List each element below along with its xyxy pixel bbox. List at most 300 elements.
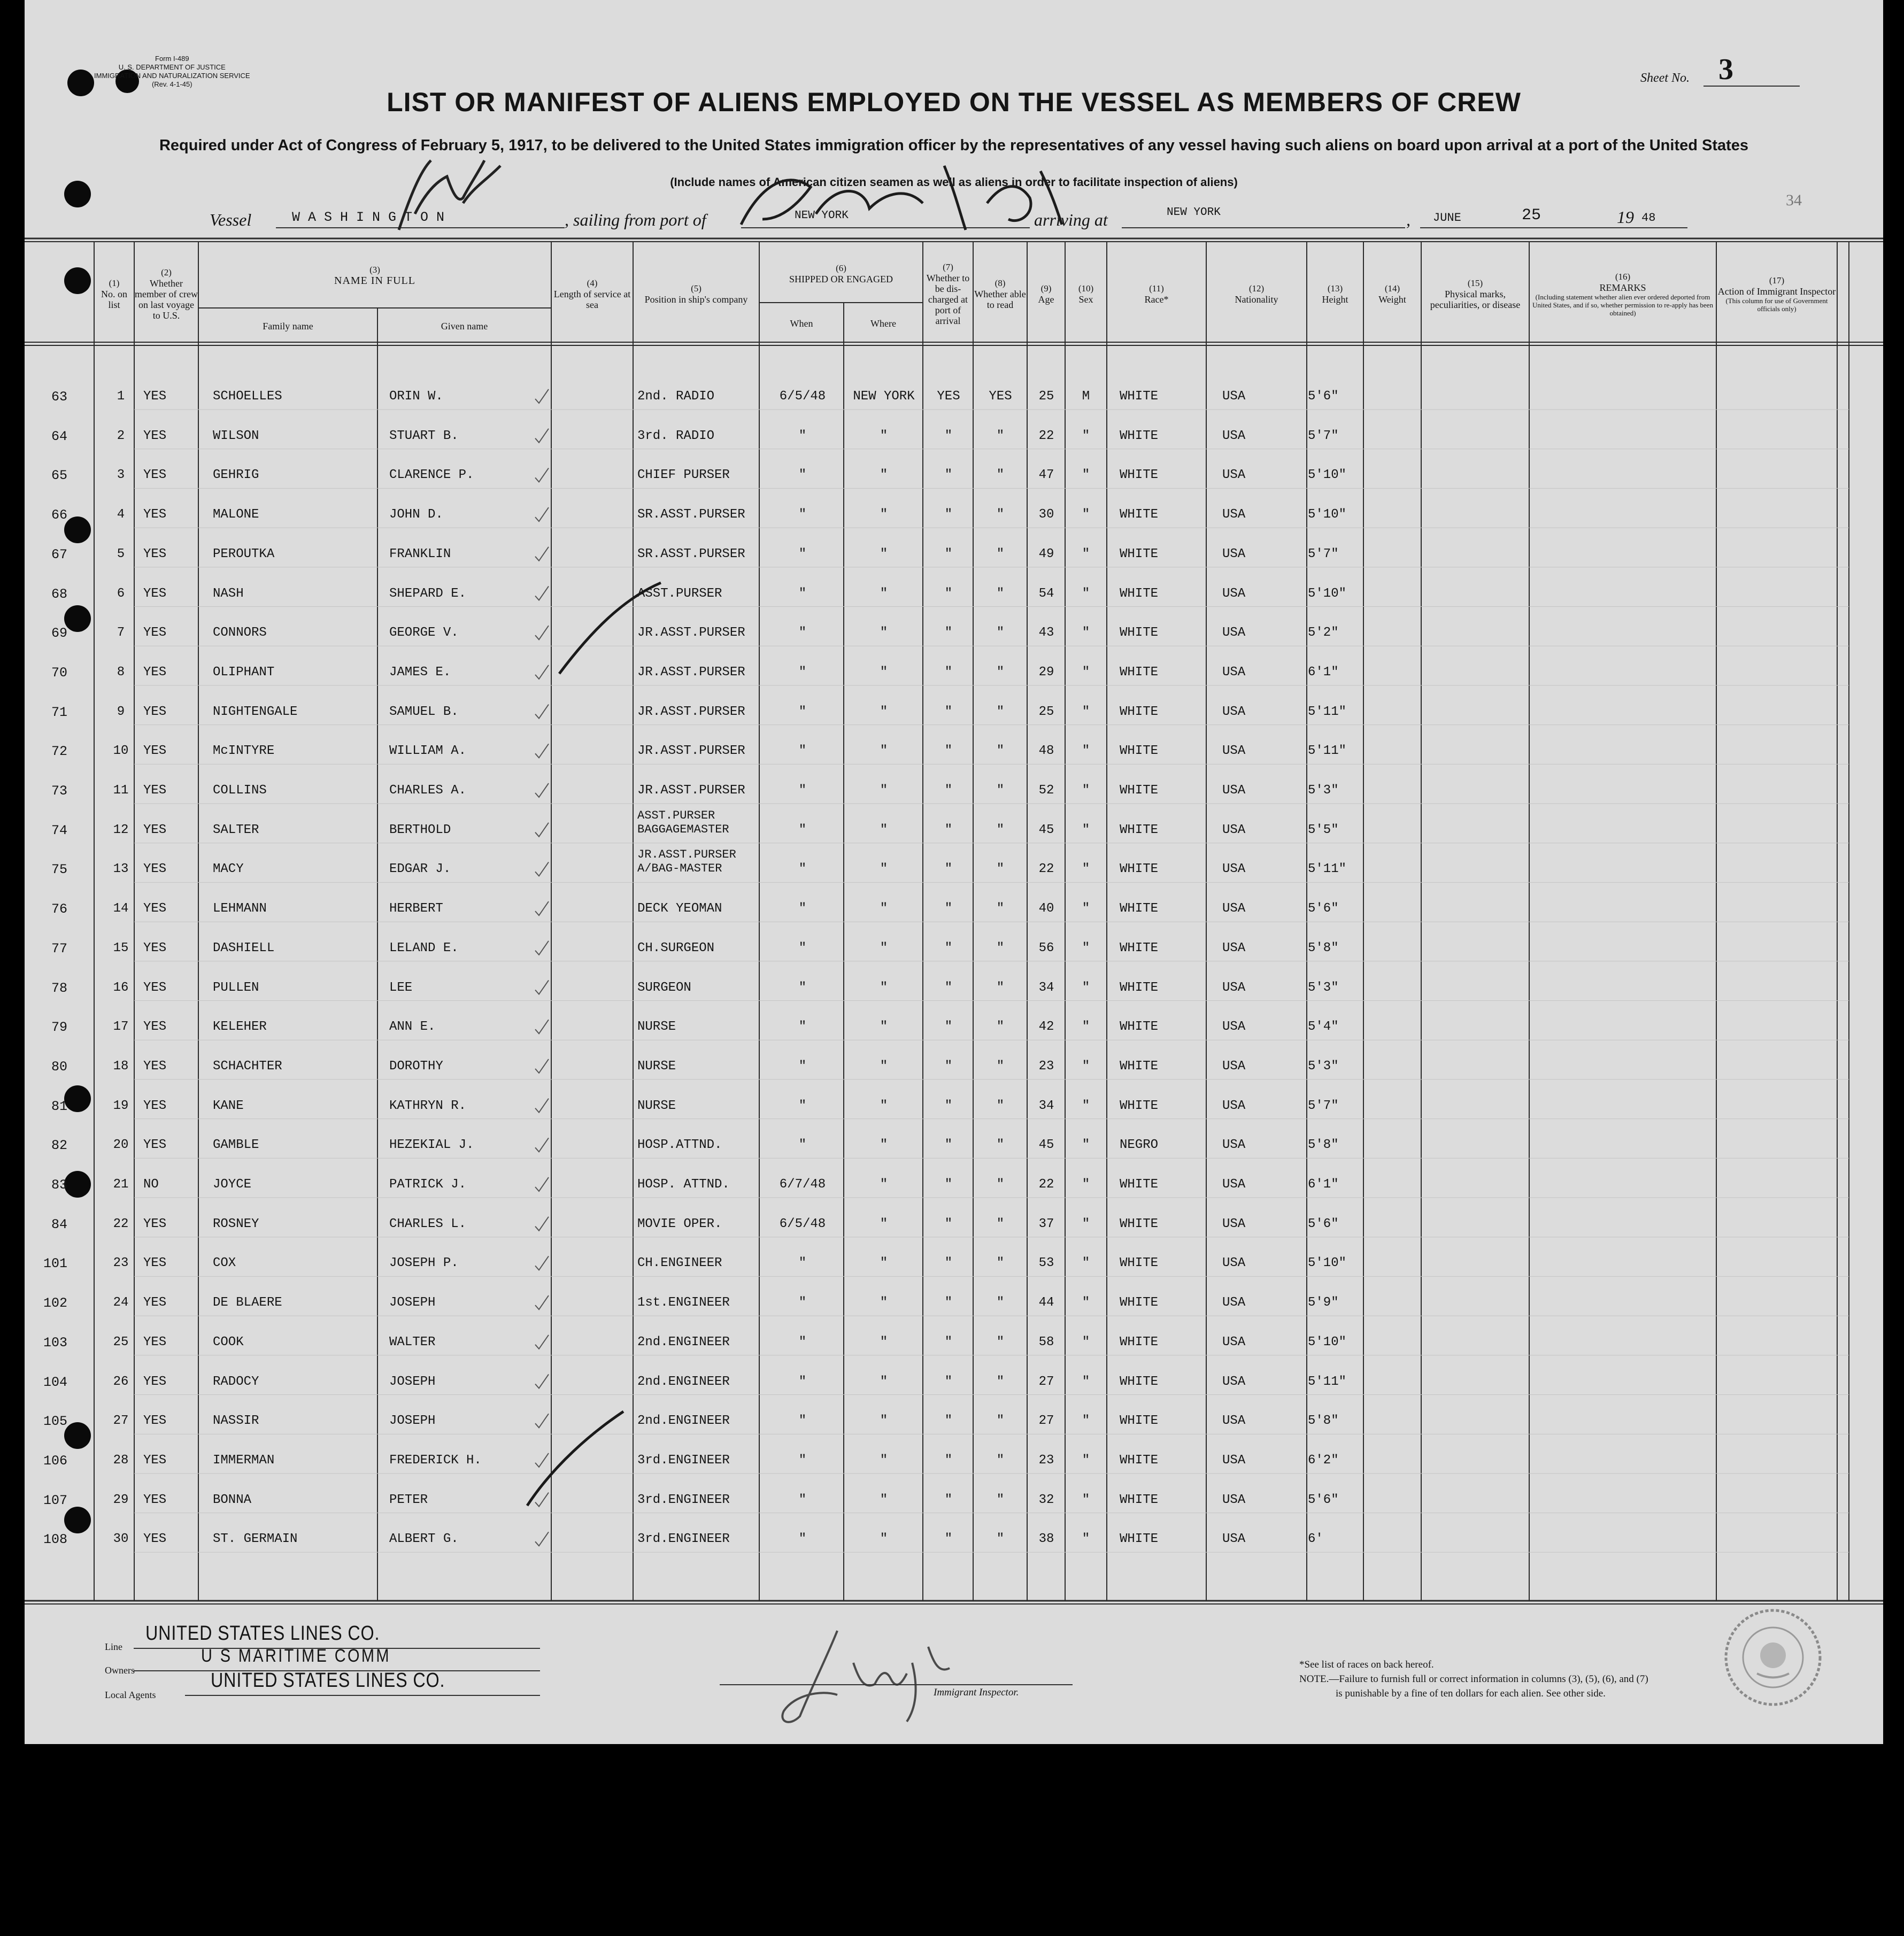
position-cell: 3rd.ENGINEER [637,1532,730,1547]
able-to-read-cell: " [996,468,1005,483]
shipped-when-cell: " [798,1414,807,1429]
position-line-2: BAGGAGEMASTER [637,822,729,836]
race-cell: NEGRO [1120,1138,1159,1153]
list-number-cell: 8 [117,665,125,680]
nationality-cell: USA [1222,1453,1246,1468]
nationality-cell: USA [1222,783,1246,798]
age-cell: 27 [1038,1374,1054,1389]
nationality-cell: USA [1222,862,1246,877]
list-number-cell: 9 [117,704,125,719]
nationality-cell: USA [1222,1532,1246,1547]
age-cell: 23 [1038,1059,1054,1074]
inspector-check-marks [25,0,1883,1744]
vessel-label: Vessel [210,210,252,229]
race-cell: WHITE [1120,940,1159,955]
discharged-cell: " [944,586,953,601]
sex-cell: " [1082,1256,1090,1271]
discharged-cell: " [944,704,953,719]
discharged-cell: " [944,1020,953,1035]
list-number-cell: 11 [113,783,129,798]
margin-line-number: 84 [51,1216,67,1232]
given-name-cell: JOHN D. [389,507,443,522]
list-number-cell: 29 [113,1492,129,1507]
inspector-signature [746,1615,992,1732]
race-cell: WHITE [1120,428,1159,443]
sex-cell: " [1082,1335,1090,1349]
able-to-read-cell: " [996,1374,1005,1389]
age-cell: 49 [1038,546,1054,561]
nationality-cell: USA [1222,940,1246,955]
sex-cell: " [1082,901,1090,916]
age-cell: 30 [1038,507,1054,522]
nationality-cell: USA [1222,1256,1246,1271]
check-mark [535,507,549,521]
check-mark [535,587,549,600]
shipped-where-cell: " [880,940,888,955]
age-cell: 34 [1038,980,1054,995]
list-number-cell: 19 [113,1098,129,1113]
race-cell: WHITE [1120,1374,1159,1389]
able-to-read-cell: " [996,783,1005,798]
crew-last-voyage-cell: YES [143,1532,167,1547]
shipped-where-cell: " [880,546,888,561]
owners-value: U S MARITIME COMM [201,1646,391,1666]
shipped-where-cell: " [880,901,888,916]
discharged-cell: " [944,783,953,798]
race-cell: WHITE [1120,389,1159,404]
check-mark [535,1532,549,1546]
margin-line-number: 79 [51,1020,67,1036]
height-cell: 5'10" [1308,586,1347,601]
given-name-cell: LELAND E. [389,940,459,955]
shipped-when-cell: " [798,862,807,877]
col-header-list-no: (1) No. on list [101,278,127,310]
age-cell: 22 [1038,862,1054,877]
check-mark [535,468,549,482]
able-to-read-cell: " [996,665,1005,680]
crew-last-voyage-cell: NO [143,1177,159,1192]
position-cell: JR.ASST.PURSER [637,626,745,641]
family-name-cell: MACY [213,862,244,877]
sailing-port: NEW YORK [795,210,849,222]
discharged-cell: " [944,901,953,916]
age-cell: 34 [1038,1098,1054,1113]
shipped-when-cell: " [798,665,807,680]
age-cell: 52 [1038,783,1054,798]
position-line-2: A/BAG-MASTER [637,862,722,876]
margin-line-number: 75 [51,862,67,878]
check-mark [535,823,549,837]
list-number-cell: 7 [117,626,125,641]
shipped-where-cell: " [880,507,888,522]
list-number-cell: 12 [113,822,129,837]
crew-last-voyage-cell: YES [143,1138,167,1153]
family-name-cell: NASSIR [213,1414,259,1429]
arrival-day: 25 [1522,206,1541,225]
sailing-label: , sailing from port of [565,210,706,229]
race-cell: WHITE [1120,1295,1159,1310]
list-number-cell: 5 [117,546,125,561]
discharged-cell: " [944,468,953,483]
position-cell: SR.ASST.PURSER [637,507,745,522]
shipped-when-cell: " [798,1098,807,1113]
discharged-cell: " [944,1059,953,1074]
list-number-cell: 18 [113,1059,129,1074]
shipped-where-cell: " [880,428,888,443]
list-number-cell: 24 [113,1295,129,1310]
sex-cell: " [1082,1532,1090,1547]
position-cell: JR.ASST.PURSER [637,665,745,680]
list-number-cell: 28 [113,1453,129,1468]
family-name-cell: DE BLAERE [213,1295,282,1310]
shipped-where-cell: " [880,1098,888,1113]
margin-line-number: 104 [43,1374,67,1390]
local-agents-label: Local Agents [105,1690,156,1700]
margin-line-number: 74 [51,822,67,838]
crew-last-voyage-cell: YES [143,1414,167,1429]
shipped-where-cell: " [880,1059,888,1074]
shipped-when-cell: 6/5/48 [779,389,826,404]
list-number-cell: 13 [113,862,129,877]
able-to-read-cell: " [996,1216,1005,1231]
shipped-where-cell: " [880,822,888,837]
able-to-read-cell: " [996,507,1005,522]
shipped-where-cell: " [880,1216,888,1231]
family-name-cell: KELEHER [213,1020,267,1035]
age-cell: 27 [1038,1414,1054,1429]
sex-cell: " [1082,1138,1090,1153]
race-cell: WHITE [1120,1059,1159,1074]
discharged-cell: " [944,822,953,837]
able-to-read-cell: " [996,862,1005,877]
shipped-where-cell: " [880,1138,888,1153]
given-name-cell: PETER [389,1492,428,1507]
able-to-read-cell: " [996,1295,1005,1310]
given-name-cell: CHARLES A. [389,783,467,798]
position-cell: HOSP.ATTND. [637,1138,722,1153]
arrival-port: NEW YORK [1167,206,1221,219]
shipped-where-cell: " [880,744,888,759]
col-header-family-name: Family name [263,321,313,331]
age-cell: 25 [1038,704,1054,719]
race-cell: WHITE [1120,744,1159,759]
crew-last-voyage-cell: YES [143,389,167,404]
manifest-sheet: Form I-489 U. S. DEPARTMENT OF JUSTICE IMMIGRATION AND NATURALIZATION SERVICE (Rev. 4-1-45) LIST OR MANIFEST OF ALIENS EMPLOYED ON THE VESSEL AS MEMBERS OF CREW Sheet No. 3 Required under Act of Congress of February 5, 1917, to be delivered to the United States immigration officer by the representatives of any vessel having such aliens on board upon arrival at a port of the United States (Include names of American citizen seamen as well as aliens in order to facilitate inspection of aliens) Vessel W A S H I N G T O N , sailing from port of NEW YORK arriving at NEW YORK , JUNE 25 19 48 34 (1) No. on list (2) Whether member of crew on last voyage to U.S. (3) NAME IN FULL Family name Given name (4) Length of service at sea (5) Position in ship's company (6) SHIPPED OR ENGAGED When Where (7) Whether to be dis- charged at port of arrival (8) Whether able to read (9) Age (10) Sex (11) Race* (12) Nationality (13) Height (14) Weight (15) Physical marks, peculiarities, or disease (16) REMARKS (Including statement whether alien ever ordered deported from United States, and if so, whether permission to re-apply has been obtained) (17) Action of Immigrant Inspector (This column for use of Government officials only) 63 1 YES SCHOELLES ORIN W. 6/5/48 NEW YORK YES YES 25 M WHITE USA 5'6" 2nd. RADIO 64 2 YES WILSON STUART B. " " " " 22 " WHITE USA 5'7" 3rd. RADIO 65 3 YES GEHRIG CLARENCE P. " " " " 47 " WHITE USA 5'10" CHIEF PURSER 66 4 YES MALONE JOHN D. " " " " 30 " WHITE USA 5'10" SR.ASST.PURSER 67 5 YES PEROUTKA FRANKLIN " " " " 49 " WHITE USA 5'7" SR.ASST.PURSER 68 6 YES NASH SHEPARD E. " " " " 54 " WHITE USA 5'10" ASST.PURSER 69 7 YES CONNORS GEORGE V. " " " " 43 " WHITE USA 5'2" JR.ASST.PURSER 70 8 YES OLIPHANT JAMES E. " " " " 29 " WHITE USA 6'1" JR.ASST.PURSER 71 9 YES NIGHTENGALE SAMUEL B. " " " " 25 " WHITE USA 5'11" JR.ASST.PURSER 72 10 YES McINTYRE WILLIAM A. " " " " 48 " WHITE USA 5'11" JR.ASST.PURSER 73 11 YES COLLINS CHARLES A. " " " " 52 " WHITE USA 5'3" JR.ASST.PURSER 74 12 YES SALTER BERTHOLD " " " " 45 " WHITE USA 5'5" ASST.PURSER BAGGAGEMASTER 75 13 YES MACY EDGAR J. " " " " 22 " WHITE USA 5'11" JR.ASST.PURSER A/BAG-MASTER 76 14 YES LEHMANN HERBERT " " " " 40 " WHITE USA 5'6" DECK YEOMAN 77 15 YES DASHIELL LELAND E. " " " " 56 " WHITE USA 5'8" CH.SURGEON 78 16 YES PULLEN LEE " " " " 34 " WHITE USA 5'3" SURGEON 79 17 YES KELEHER ANN E. " " " " 42 " WHITE USA 5'4" NURSE 80 18 YES SCHACHTER DOROTHY " " " " 23 " WHITE USA 5'3" NURSE 81 19 YES KANE KATHRYN R. " " " " 34 " WHITE USA 5'7" NURSE 82 20 YES GAMBLE HEZEKIAL J. " " " " 45 " NEGRO USA 5'8" HOSP.ATTND. 83 21 NO JOYCE PATRICK J. 6/7/48 " " " 22 " WHITE USA 6'1" HOSP. ATTND. 84 22 YES ROSNEY CHARLES L. 6/5/48 " " " 37 " WHITE USA 5'6" MOVIE OPER. 101 23 YES COX JOSEPH P. " " " " 53 " WHITE USA 5'10" CH.ENGINEER 102 24 YES DE BLAERE JOSEPH " " " " 44 " WHITE USA 5'9" 1st.ENGINEER 103 25 YES COOK WALTER " " " " 58 " WHITE USA 5'10" 2nd.ENGINEER 104 26 YES RADOCY JOSEPH " " " " 27 " WHITE USA 5'11" 2nd.ENGINEER 105 27 YES NASSIR JOSEPH " " " " 27 " WHITE USA 5'8" 2nd.ENGINEER 106 28 YES IMMERMAN FREDERICK H. " " " " 23 " WHITE USA 6'2" 3rd.ENGINEER 107 29 YES BONNA PETER " " " " 32 " WHITE USA 5'6" 3rd.ENGINEER 108 30 YES ST. GERMAIN ALBERT G. " " " " 38 " WHITE USA 6' 3rd.ENGINEER Line UNITED STATES LINES CO. Owners U S MARITIME COMM Local Agents UNITED STATES LINES CO. Immigrant Inspector. *See list of races on back hereof. NOTE.—Failure to furnish full or correct information in columns (3), (5), (6), and (7) is punishable by a fine of ten dollars for each alien. See other side. [25,0,1883,1744]
family-name-cell: MALONE [213,507,259,522]
given-name-cell: LEE [389,980,413,995]
crew-last-voyage-cell: YES [143,1256,167,1271]
family-name-cell: GAMBLE [213,1138,259,1153]
subnote: (Include names of American citizen seamen as well as aliens in order to facilitate inspection of aliens) [670,175,1238,189]
family-name-cell: DASHIELL [213,940,275,955]
sex-cell: " [1082,1098,1090,1113]
discharged-cell: " [944,1453,953,1468]
shipped-when-cell: " [798,546,807,561]
position-cell: 2nd.ENGINEER [637,1414,730,1429]
list-number-cell: 3 [117,468,125,483]
list-number-cell: 23 [113,1256,129,1271]
nationality-cell: USA [1222,665,1246,680]
shipped-when-cell: " [798,744,807,759]
crew-last-voyage-cell: YES [143,428,167,443]
sex-cell: " [1082,980,1090,995]
position-cell: SURGEON [637,980,691,995]
discharged-cell: YES [937,389,960,404]
family-name-cell: ST. GERMAIN [213,1532,298,1547]
margin-line-number: 80 [51,1059,67,1075]
position-cell: NURSE [637,1020,676,1035]
able-to-read-cell: " [996,1532,1005,1547]
sex-cell: M [1082,389,1090,404]
nationality-cell: USA [1222,1492,1246,1507]
crew-last-voyage-cell: YES [143,744,167,759]
height-cell: 5'8" [1308,1138,1339,1153]
age-cell: 44 [1038,1295,1054,1310]
given-name-cell: STUART B. [389,428,459,443]
given-name-cell: HERBERT [389,901,443,916]
margin-line-number: 72 [51,744,67,760]
height-cell: 5'8" [1308,1414,1339,1429]
margin-line-number: 101 [43,1256,67,1272]
given-name-cell: JOSEPH [389,1295,436,1310]
col-header-shipped: (6) SHIPPED OR ENGAGED [789,263,893,284]
check-mark [535,744,549,758]
margin-line-number: 82 [51,1138,67,1154]
height-cell: 5'11" [1308,1374,1347,1389]
arriving-label: arriving at [1034,210,1108,229]
given-name-cell: JAMES E. [389,665,451,680]
given-name-cell: SAMUEL B. [389,704,459,719]
discharged-cell: " [944,1256,953,1271]
age-cell: 23 [1038,1453,1054,1468]
check-mark [535,1414,549,1428]
crew-last-voyage-cell: YES [143,665,167,680]
given-name-cell: ALBERT G. [389,1532,459,1547]
shipped-when-cell: " [798,1138,807,1153]
race-cell: WHITE [1120,626,1159,641]
age-cell: 45 [1038,822,1054,837]
able-to-read-cell: " [996,1335,1005,1349]
height-cell: 5'2" [1308,626,1339,641]
crew-last-voyage-cell: YES [143,586,167,601]
sex-cell: " [1082,1020,1090,1035]
shipped-when-cell: " [798,1256,807,1271]
col-header-height: (13) Height [1322,283,1348,305]
position-cell: SR.ASST.PURSER [637,546,745,561]
margin-line-number: 64 [51,428,67,444]
list-number-cell: 4 [117,507,125,522]
given-name-cell: HEZEKIAL J. [389,1138,474,1153]
margin-line-number: 108 [43,1532,67,1548]
height-cell: 5'10" [1308,1256,1347,1271]
crew-last-voyage-cell: YES [143,822,167,837]
height-cell: 5'7" [1308,428,1339,443]
race-cell: WHITE [1120,507,1159,522]
height-cell: 5'6" [1308,1216,1339,1231]
position-cell: ASST.PURSER [637,586,722,601]
shipped-when-cell: " [798,586,807,601]
inspector-label: Immigrant Inspector. [934,1687,1019,1698]
sheet-number: 3 [1718,53,1733,86]
col-header-age: (9) Age [1038,283,1054,305]
crew-last-voyage-cell: YES [143,1059,167,1074]
given-name-cell: FREDERICK H. [389,1453,482,1468]
shipped-where-cell: " [880,704,888,719]
col-header-when: When [790,318,813,329]
check-mark [535,1453,549,1467]
crew-last-voyage-cell: YES [143,1374,167,1389]
position-cell: CH.SURGEON [637,940,715,955]
position-cell: JR.ASST.PURSER [637,704,745,719]
height-cell: 5'3" [1308,783,1339,798]
family-name-cell: OLIPHANT [213,665,275,680]
able-to-read-cell: " [996,1414,1005,1429]
race-cell: WHITE [1120,783,1159,798]
sex-cell: " [1082,1453,1090,1468]
subtitle: Required under Act of Congress of February 5, 1917, to be delivered to the United States immigration officer by the representatives of any vessel having such aliens on board upon arrival at a port of the United States [159,137,1749,154]
family-name-cell: ROSNEY [213,1216,259,1231]
crew-last-voyage-cell: YES [143,783,167,798]
shipped-when-cell: " [798,1335,807,1349]
margin-line-number: 63 [51,389,67,405]
crew-last-voyage-cell: YES [143,704,167,719]
age-cell: 48 [1038,744,1054,759]
line-value: UNITED STATES LINES CO. [145,1622,380,1645]
crew-last-voyage-cell: YES [143,940,167,955]
height-cell: 5'6" [1308,389,1339,404]
race-cell: WHITE [1120,1335,1159,1349]
able-to-read-cell: " [996,1098,1005,1113]
check-mark [535,1138,549,1152]
margin-line-number: 69 [51,626,67,642]
check-mark [535,1217,549,1231]
age-cell: 56 [1038,940,1054,955]
position-cell: NURSE [637,1059,676,1074]
shipped-where-cell: " [880,1374,888,1389]
shipped-when-cell: " [798,1453,807,1468]
sex-cell: " [1082,1374,1090,1389]
family-name-cell: McINTYRE [213,744,275,759]
shipped-when-cell: " [798,626,807,641]
height-cell: 5'4" [1308,1020,1339,1035]
given-name-cell: CLARENCE P. [389,468,474,483]
nationality-cell: USA [1222,1335,1246,1349]
crew-last-voyage-cell: YES [143,1335,167,1349]
race-cell: WHITE [1120,586,1159,601]
family-name-cell: JOYCE [213,1177,252,1192]
nationality-cell: USA [1222,428,1246,443]
age-cell: 47 [1038,468,1054,483]
able-to-read-cell: " [996,1492,1005,1507]
shipped-when-cell: " [798,704,807,719]
col-header-race: (11) Race* [1144,283,1169,305]
margin-line-number: 76 [51,901,67,917]
able-to-read-cell: " [996,1138,1005,1153]
discharged-cell: " [944,1532,953,1547]
nationality-cell: USA [1222,389,1246,404]
age-cell: 25 [1038,389,1054,404]
list-number-cell: 20 [113,1138,129,1153]
nationality-cell: USA [1222,1216,1246,1231]
nationality-cell: USA [1222,744,1246,759]
margin-line-number: 66 [51,507,67,523]
family-name-cell: SCHOELLES [213,389,282,404]
list-number-cell: 10 [113,744,129,759]
margin-line-number: 71 [51,704,67,720]
able-to-read-cell: " [996,1177,1005,1192]
nationality-cell: USA [1222,1177,1246,1192]
check-mark [535,626,549,639]
crew-last-voyage-cell: YES [143,862,167,877]
col-header-position: (5) Position in ship's company [644,283,748,305]
family-name-cell: IMMERMAN [213,1453,275,1468]
form-department: U. S. DEPARTMENT OF JUSTICE [118,63,226,71]
shipped-when-cell: " [798,1020,807,1035]
nationality-cell: USA [1222,626,1246,641]
shipped-where-cell: " [880,626,888,641]
able-to-read-cell: " [996,1020,1005,1035]
sex-cell: " [1082,507,1090,522]
given-name-cell: EDGAR J. [389,862,451,877]
col-header-physical-marks: (15) Physical marks, peculiarities, or disease [1430,278,1521,310]
age-cell: 32 [1038,1492,1054,1507]
position-cell: 2nd.ENGINEER [637,1374,730,1389]
shipped-where-cell: " [880,1335,888,1349]
check-mark [535,429,549,443]
position-cell: 3rd. RADIO [637,428,715,443]
shipped-where-cell: " [880,665,888,680]
check-mark [535,901,549,915]
given-name-cell: SHEPARD E. [389,586,467,601]
crew-last-voyage-cell: YES [143,1216,167,1231]
family-name-cell: WILSON [213,428,259,443]
given-name-cell: DOROTHY [389,1059,443,1074]
sex-cell: " [1082,940,1090,955]
penalty-note-1: NOTE.—Failure to furnish full or correct information in columns (3), (5), (6), and (7) [1299,1673,1648,1685]
nationality-cell: USA [1222,468,1246,483]
race-cell: WHITE [1120,1532,1159,1547]
position-cell: MOVIE OPER. [637,1216,722,1231]
shipped-when-cell: " [798,1492,807,1507]
line-label: Line [105,1641,122,1652]
corner-mark: 34 [1786,191,1802,209]
race-cell: WHITE [1120,1492,1159,1507]
height-cell: 5'5" [1308,822,1339,837]
age-cell: 42 [1038,1020,1054,1035]
position-cell: JR.ASST.PURSER [637,744,745,759]
position-cell: 2nd. RADIO [637,389,715,404]
height-cell: 5'7" [1308,1098,1339,1113]
crew-last-voyage-cell: YES [143,1020,167,1035]
family-name-cell: NIGHTENGALE [213,704,298,719]
sex-cell: " [1082,1059,1090,1074]
shipped-when-cell: " [798,783,807,798]
crew-last-voyage-cell: YES [143,901,167,916]
shipped-when-cell: " [798,428,807,443]
margin-line-number: 65 [51,468,67,484]
sheet-label: Sheet No. [1640,71,1690,85]
given-name-cell: GEORGE V. [389,626,459,641]
shipped-where-cell: " [880,1492,888,1507]
list-number-cell: 27 [113,1414,129,1429]
penalty-note-2: is punishable by a fine of ten dollars for each alien. See other side. [1336,1688,1606,1699]
height-cell: 5'11" [1308,704,1347,719]
race-cell: WHITE [1120,1414,1159,1429]
given-name-cell: WALTER [389,1335,436,1349]
race-cell: WHITE [1120,546,1159,561]
discharged-cell: " [944,626,953,641]
race-cell: WHITE [1120,665,1159,680]
